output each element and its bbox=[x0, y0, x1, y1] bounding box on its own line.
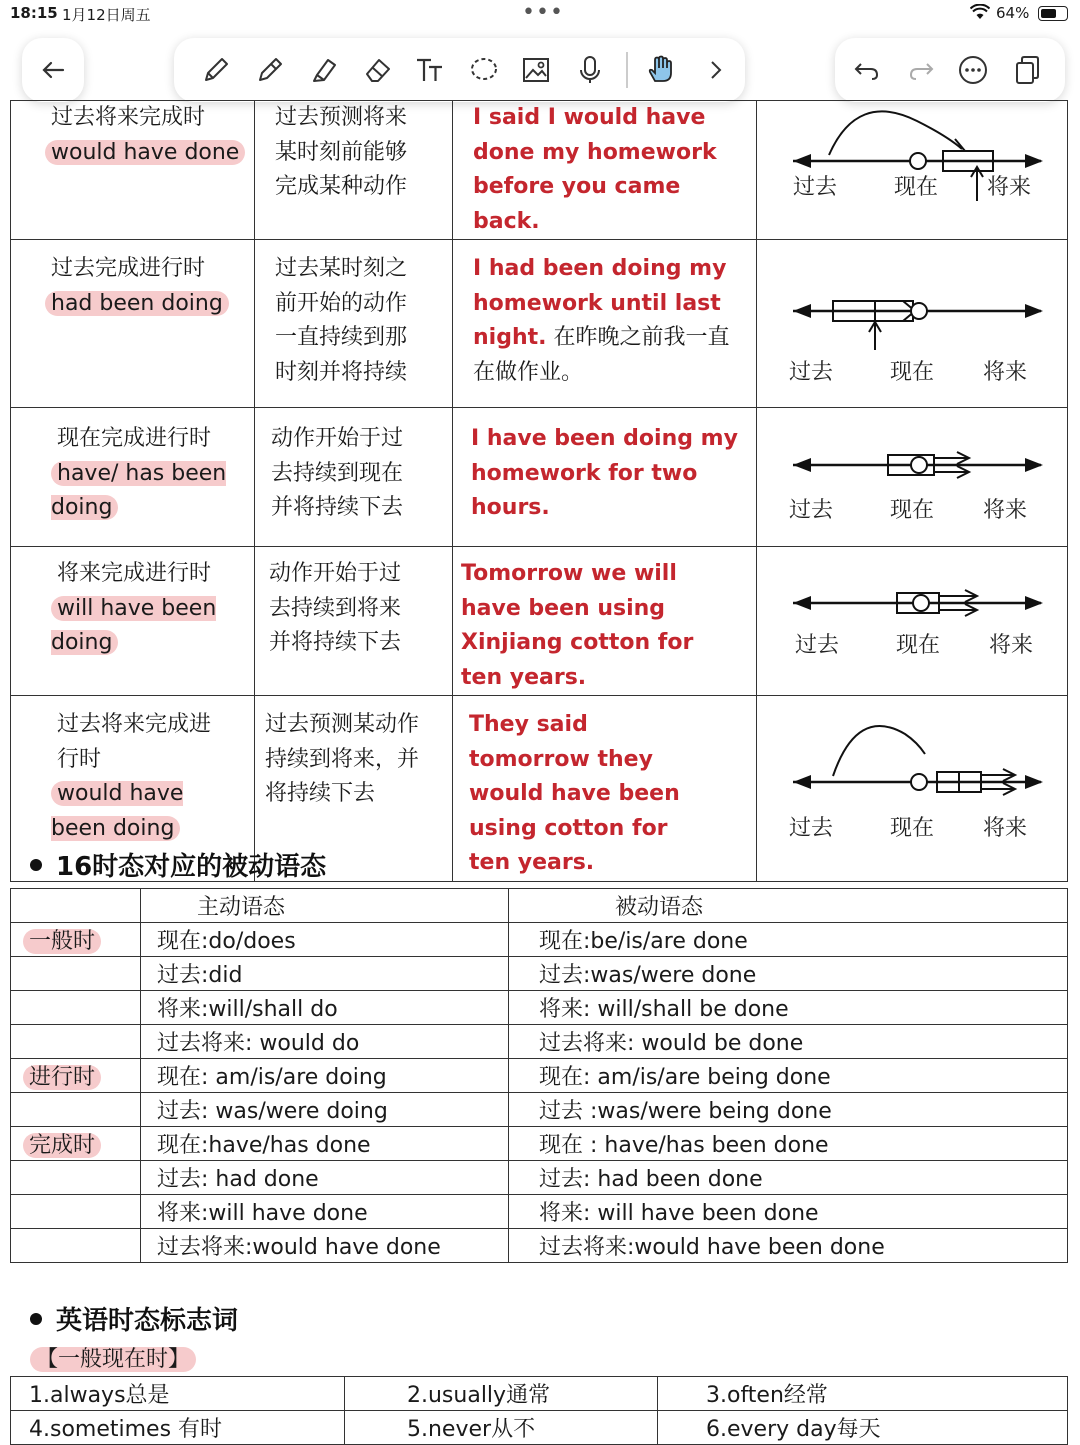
meaning-line: 将持续下去 bbox=[265, 781, 376, 806]
table-row bbox=[11, 923, 1068, 957]
tense-form: would have done bbox=[45, 140, 245, 165]
image-icon[interactable] bbox=[520, 54, 552, 86]
header-active: 主动语态 bbox=[141, 889, 509, 923]
group-cell bbox=[11, 1195, 141, 1229]
timeline-past-label: 过去 bbox=[789, 360, 834, 385]
tense-name-cell bbox=[11, 240, 255, 408]
group-cell bbox=[11, 1229, 141, 1263]
group-label: 完成时 bbox=[23, 1133, 101, 1158]
timeline-past-label: 过去 bbox=[795, 633, 840, 658]
passive-form: 现在 : have/has been done bbox=[509, 1127, 1068, 1161]
passive-form: 现在: am/is/are being done bbox=[509, 1059, 1068, 1093]
signal-section-title bbox=[30, 1300, 238, 1337]
group-cell bbox=[11, 957, 141, 991]
example-sentence: I have been doing my homework for two hours. bbox=[471, 426, 738, 520]
header-passive: 被动语态 bbox=[509, 889, 1068, 923]
table-row bbox=[11, 1229, 1068, 1263]
tense-example-cell bbox=[453, 696, 757, 882]
back-pill bbox=[22, 38, 84, 102]
timeline-cell bbox=[757, 696, 1068, 882]
timeline-present-label: 现在 bbox=[890, 816, 935, 841]
action-pill bbox=[835, 38, 1065, 102]
timeline-future-label: 将来 bbox=[983, 816, 1028, 841]
example-sentence: They said tomorrow they would have been using cotton for ten years. bbox=[469, 712, 680, 875]
status-date: 1月12日周五 bbox=[62, 6, 151, 24]
signal-word: 6.every day每天 bbox=[658, 1411, 1068, 1445]
tense-example-cell bbox=[453, 547, 757, 696]
tense-form: will have been doing bbox=[51, 595, 217, 655]
text-icon[interactable] bbox=[414, 54, 446, 86]
timeline-diagram bbox=[757, 101, 1067, 221]
signal-section-title-text: 英语时态标志词 bbox=[56, 1306, 239, 1336]
active-form: 过去:did bbox=[141, 957, 509, 991]
group-cell bbox=[11, 1127, 141, 1161]
table-row bbox=[11, 547, 1068, 696]
hand-touch-icon[interactable] bbox=[644, 54, 676, 86]
tense-name-cell bbox=[11, 408, 255, 547]
signal-word: 4.sometimes 有时 bbox=[11, 1411, 345, 1445]
group-cell bbox=[11, 1093, 141, 1127]
active-form: 现在: am/is/are doing bbox=[141, 1059, 509, 1093]
example-sentence: Tomorrow we will have been using Xinjiang cotton for ten years. bbox=[461, 561, 694, 690]
table-row bbox=[11, 1195, 1068, 1229]
group-label: 进行时 bbox=[23, 1065, 101, 1090]
timeline-diagram bbox=[757, 547, 1067, 679]
timeline-cell bbox=[757, 547, 1068, 696]
timeline-future-label: 将来 bbox=[989, 633, 1034, 658]
timeline-cell bbox=[757, 240, 1068, 408]
passive-form: 过去将来: would be done bbox=[509, 1025, 1068, 1059]
table-row bbox=[11, 1377, 1068, 1411]
meaning-line: 前开始的动作 bbox=[275, 290, 408, 316]
meaning-line: 动作开始于过 bbox=[269, 561, 402, 586]
meaning-line: 过去预测将来 bbox=[275, 105, 408, 130]
table-row bbox=[11, 1025, 1068, 1059]
signal-words-table bbox=[10, 1376, 1068, 1445]
timeline-past-label: 过去 bbox=[789, 498, 834, 523]
active-form: 将来:will have done bbox=[141, 1195, 509, 1229]
table-row bbox=[11, 240, 1068, 408]
tense-name: 过去完成进行时 bbox=[51, 256, 206, 281]
active-form: 现在:have/has done bbox=[141, 1127, 509, 1161]
table-row bbox=[11, 1093, 1068, 1127]
meaning-line: 时刻并将持续 bbox=[275, 359, 408, 385]
timeline-diagram bbox=[757, 696, 1067, 852]
meaning-line: 完成某种动作 bbox=[275, 174, 408, 199]
status-bar bbox=[0, 0, 1080, 28]
tool-pill bbox=[174, 38, 745, 102]
table-row bbox=[11, 957, 1068, 991]
signal-word: 3.often经常 bbox=[658, 1377, 1068, 1411]
tense-example-cell bbox=[453, 408, 757, 547]
table-row bbox=[11, 1127, 1068, 1161]
tense-name: 现在完成进行时 bbox=[57, 426, 212, 451]
active-form: 将来:will/shall do bbox=[141, 991, 509, 1025]
meaning-line: 某时刻前能够 bbox=[275, 139, 408, 165]
meaning-line: 过去预测某动作 bbox=[265, 712, 420, 737]
timeline-diagram bbox=[757, 240, 1067, 406]
example-sentence: I said I would have done my homework before you came back. bbox=[473, 105, 717, 234]
toolbar-divider bbox=[626, 52, 628, 88]
tense-notes-table bbox=[10, 100, 1068, 882]
active-form: 过去将来:would have done bbox=[141, 1229, 509, 1263]
signal-word: 2.usually通常 bbox=[345, 1377, 658, 1411]
active-form: 现在:do/does bbox=[141, 923, 509, 957]
group-cell bbox=[11, 991, 141, 1025]
timeline-cell bbox=[757, 408, 1068, 547]
status-time: 18:15 bbox=[10, 4, 58, 22]
timeline-diagram bbox=[757, 408, 1067, 545]
wifi-icon bbox=[970, 4, 990, 24]
table-row bbox=[11, 408, 1068, 547]
tense-meaning-cell bbox=[255, 547, 453, 696]
passive-form: 过去将来:would have been done bbox=[509, 1229, 1068, 1263]
passive-voice-table bbox=[10, 888, 1068, 1263]
tense-name-cell bbox=[11, 101, 255, 240]
more-icon[interactable] bbox=[957, 54, 989, 86]
multitask-dots-icon[interactable]: ••• bbox=[522, 0, 564, 25]
passive-form: 过去 :was/were being done bbox=[509, 1093, 1068, 1127]
passive-form: 将来: will/shall be done bbox=[509, 991, 1068, 1025]
passive-section-title bbox=[30, 846, 326, 883]
passive-form: 将来: will have been done bbox=[509, 1195, 1068, 1229]
tense-form: would have been doing bbox=[51, 781, 184, 841]
chevron-right-icon[interactable] bbox=[700, 54, 732, 86]
meaning-line: 一直持续到那 bbox=[275, 325, 408, 350]
timeline-cell bbox=[757, 101, 1068, 240]
table-row bbox=[11, 101, 1068, 240]
timeline-present-label: 现在 bbox=[890, 360, 935, 385]
lasso-icon[interactable] bbox=[468, 54, 500, 86]
battery-icon bbox=[1038, 6, 1068, 21]
meaning-line: 去持续到现在 bbox=[271, 460, 404, 486]
timeline-future-label: 将来 bbox=[987, 175, 1032, 200]
timeline-future-label: 将来 bbox=[983, 360, 1028, 385]
tense-example-cell bbox=[453, 101, 757, 240]
redo-icon[interactable] bbox=[905, 54, 937, 86]
active-form: 过去: had done bbox=[141, 1161, 509, 1195]
pages-icon[interactable] bbox=[1011, 54, 1043, 86]
table-row bbox=[11, 1161, 1068, 1195]
passive-form: 过去:was/were done bbox=[509, 957, 1068, 991]
tense-name-cell bbox=[11, 547, 255, 696]
tense-meaning-cell bbox=[255, 101, 453, 240]
passive-section-title-text: 16时态对应的被动语态 bbox=[56, 852, 327, 882]
signal-word: 5.never从不 bbox=[345, 1411, 658, 1445]
back-arrow-icon[interactable] bbox=[37, 54, 69, 86]
timeline-future-label: 将来 bbox=[983, 498, 1028, 523]
meaning-line: 并将持续下去 bbox=[269, 630, 402, 655]
table-header-row bbox=[11, 889, 1068, 923]
bullet-dot-icon bbox=[30, 1313, 42, 1325]
battery-percent: 64% bbox=[996, 4, 1030, 22]
tense-name: 过去将来完成时 bbox=[51, 105, 206, 130]
timeline-present-label: 现在 bbox=[894, 175, 939, 200]
timeline-past-label: 过去 bbox=[793, 175, 838, 200]
pen-icon[interactable] bbox=[254, 54, 286, 86]
undo-icon[interactable] bbox=[851, 54, 883, 86]
timeline-past-label: 过去 bbox=[789, 816, 834, 841]
tense-name: 过去将来完成进行时 bbox=[57, 712, 212, 772]
group-cell bbox=[11, 1025, 141, 1059]
passive-form: 过去: had been done bbox=[509, 1161, 1068, 1195]
signal-word: 1.always总是 bbox=[11, 1377, 345, 1411]
signal-tag bbox=[30, 1342, 196, 1373]
group-label: 一般时 bbox=[23, 929, 101, 954]
timeline-present-label: 现在 bbox=[890, 498, 935, 523]
meaning-line: 并将持续下去 bbox=[271, 495, 404, 520]
tense-example-cell bbox=[453, 240, 757, 408]
group-cell bbox=[11, 1059, 141, 1093]
microphone-icon[interactable] bbox=[574, 54, 606, 86]
tense-meaning-cell bbox=[255, 408, 453, 547]
tense-meaning-cell bbox=[255, 240, 453, 408]
tense-name: 将来完成进行时 bbox=[57, 561, 212, 586]
header-empty-cell bbox=[11, 889, 141, 923]
table-row bbox=[11, 991, 1068, 1025]
group-cell bbox=[11, 1161, 141, 1195]
example-sentence: I had been doing my homework until last night. bbox=[473, 256, 727, 350]
passive-form: 现在:be/is/are done bbox=[509, 923, 1068, 957]
table-row bbox=[11, 1411, 1068, 1445]
eraser-icon[interactable] bbox=[362, 54, 394, 86]
meaning-line: 动作开始于过 bbox=[271, 426, 404, 451]
active-form: 过去: was/were doing bbox=[141, 1093, 509, 1127]
tense-form: have/ has been doing bbox=[51, 460, 227, 520]
signal-tag-text: 【一般现在时】 bbox=[30, 1347, 196, 1372]
timeline-present-label: 现在 bbox=[896, 633, 941, 658]
example-note: 在昨晚之前我一直在做作业。 bbox=[473, 325, 730, 385]
meaning-line: 持续到将来，并 bbox=[265, 746, 420, 772]
pencil-icon[interactable] bbox=[200, 54, 232, 86]
bullet-dot-icon bbox=[30, 859, 42, 871]
active-form: 过去将来: would do bbox=[141, 1025, 509, 1059]
meaning-line: 过去某时刻之 bbox=[275, 256, 408, 281]
table-row bbox=[11, 1059, 1068, 1093]
tense-form: had been doing bbox=[45, 291, 229, 316]
meaning-line: 去持续到将来 bbox=[269, 595, 402, 621]
group-cell bbox=[11, 923, 141, 957]
highlighter-icon[interactable] bbox=[308, 54, 340, 86]
